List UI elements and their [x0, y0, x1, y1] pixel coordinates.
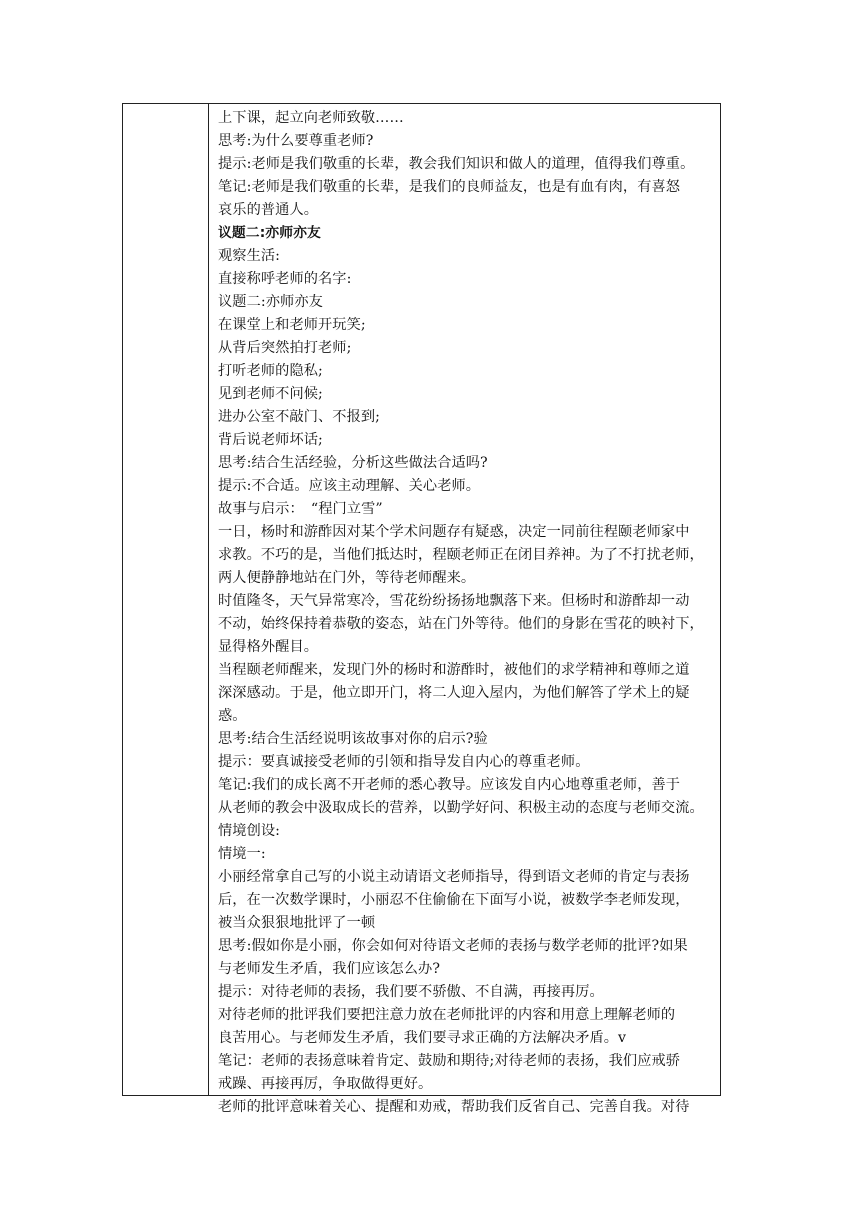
text-line: 思考:假如你是小丽，你会如何对待语文老师的表扬与数学老师的批评?如果: [218, 938, 688, 954]
text-line: 两人便静静地站在门外，等待老师醒来。: [218, 570, 476, 586]
text-line: 议题二:亦师亦友: [218, 294, 323, 310]
text-line: 进办公室不敲门、不报到;: [218, 409, 381, 425]
text-line: 显得格外醒目。: [218, 639, 319, 655]
table-content-cell: [210, 104, 720, 1115]
text-line: 与老师发生矛盾，我们应该怎么办?: [218, 961, 441, 977]
section-heading: 议题二:亦师亦友: [218, 225, 321, 241]
text-line: 后，在一次数学课时，小丽忍不住偷偷在下面写小说，被数学李老师发现，: [218, 892, 690, 908]
text-line: 在课堂上和老师开玩笑;: [218, 317, 366, 333]
text-line: 故事与启示： “程门立雪”: [218, 501, 383, 517]
text-line: 见到老师不问候;: [218, 386, 323, 402]
text-line: 提示：对待老师的表扬，我们要不骄傲、不自满，再接再厉。: [218, 984, 604, 1000]
table-left-column: [123, 104, 209, 1095]
text-line: 笔记:老师是我们敬重的长辈，是我们的良师益友，也是有血有肉，有喜怒: [218, 179, 681, 195]
text-line: 思考:为什么要尊重老师?: [218, 133, 374, 149]
text-line: 深深感动。于是，他立即开门，将二人迎入屋内，为他们解答了学术上的疑: [218, 685, 690, 701]
text-line: 笔记：老师的表扬意味着肯定、鼓励和期待;对待老师的表扬，我们应戒骄: [218, 1053, 681, 1069]
text-line: 当程颐老师醒来，发现门外的杨时和游酢时，被他们的求学精神和尊师之道: [218, 662, 690, 678]
text-line: 老师的批评意味着关心、提醒和劝戒，帮助我们反省自己、完善自我。对待: [218, 1099, 690, 1115]
text-line: 从背后突然拍打老师;: [218, 340, 352, 356]
text-line: 提示:老师是我们敬重的长辈，教会我们知识和做人的道理，值得我们尊重。: [218, 156, 695, 172]
text-line: 直接称呼老师的名字:: [218, 271, 352, 287]
text-line: 戒躁、再接再厉，争取做得更好。: [218, 1076, 433, 1092]
document-table: [122, 103, 721, 1115]
text-line: 哀乐的普通人。: [218, 202, 319, 218]
text-line: 提示:不合适。应该主动理解、关心老师。: [218, 478, 481, 494]
text-line: 惑。: [218, 708, 247, 724]
text-line: 提示：要真诚接受老师的引领和指导发自内心的尊重老师。: [218, 754, 590, 770]
text-line: 思考:结合生活经说明该故事对你的启示?验: [218, 731, 488, 747]
text-line: 打听老师的隐私;: [218, 363, 323, 379]
text-line: 小丽经常拿自己写的小说主动请语文老师指导，得到语文老师的肯定与表扬: [218, 869, 690, 885]
text-line: 背后说老师坏话;: [218, 432, 323, 448]
text-line: 观察生活:: [218, 248, 281, 264]
text-line: 对待老师的批评我们要把注意力放在老师批评的内容和用意上理解老师的: [218, 1007, 676, 1023]
text-line: 被当众狠狠地批评了一顿: [218, 915, 376, 931]
text-line: 一日，杨时和游酢因对某个学术问题存有疑惑，决定一同前往程颐老师家中: [218, 524, 690, 540]
text-line: 情境创设:: [218, 823, 281, 839]
text-line: 上下课，起立向老师致敬……: [218, 110, 404, 126]
text-line: 不动，始终保持着恭敬的姿态，站在门外等待。他们的身影在雪花的映衬下，: [218, 616, 704, 632]
text-line: 良苦用心。与老师发生矛盾，我们要寻求正确的方法解决矛盾。v: [218, 1030, 627, 1046]
text-line: 从老师的教会中汲取成长的营养，以勤学好问、积极主动的态度与老师交流。: [218, 800, 704, 816]
text-line: 情境一:: [218, 846, 266, 862]
text-line: 时值隆冬，天气异常寒冷，雪花纷纷扬扬地飘落下来。但杨时和游酢却一动: [218, 593, 690, 609]
text-line: 思考:结合生活经验，分析这些做法合适吗?: [218, 455, 488, 471]
text-line: 笔记:我们的成长离不开老师的悉心教导。应该发自内心地尊重老师，善于: [218, 777, 681, 793]
text-line: 求教。不巧的是，当他们抵达时，程颐老师正在闭目养神。为了不打扰老师，: [218, 547, 704, 563]
